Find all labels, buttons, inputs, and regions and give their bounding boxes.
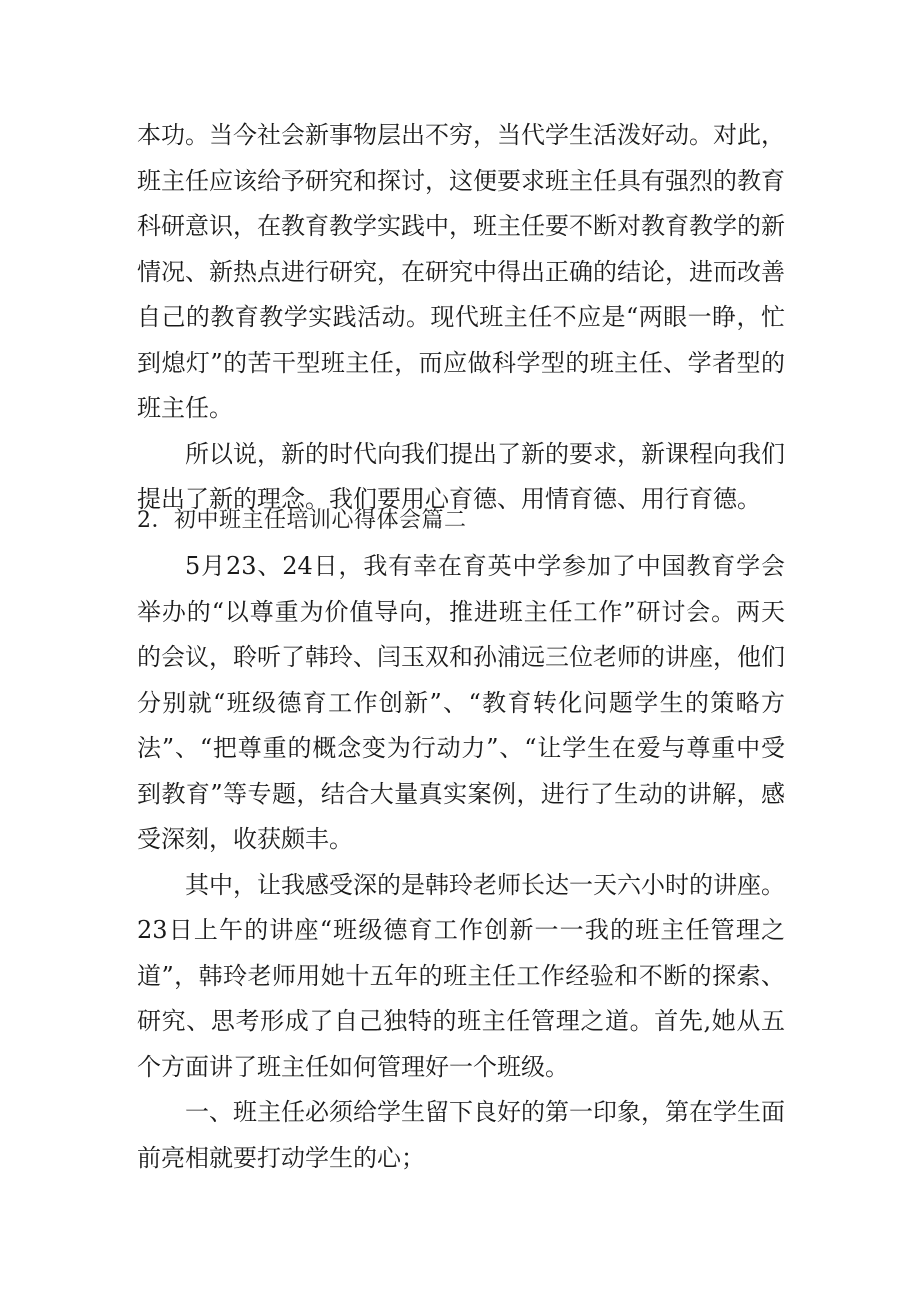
body-paragraph: 其中，让我感受深的是韩玲老师长达一天六小时的讲座。23日上午的讲座“班级德育工作创新一一我的班主任管理之道”，韩玲老师用她十五年的班主任工作经验和不断的探索、研究、思考形成了自己独特的班主任管理之道。首先,她从五个方面讲了班主任如何管理好一个班级。 xyxy=(137,870,785,1081)
section-heading: 2．初中班主任培训心得体会篇二 xyxy=(137,508,467,533)
body-paragraph: 所以说，新的时代向我们提出了新的要求，新课程向我们提出了新的理念。我们要用心育德、用情育德、用行育德。 xyxy=(137,439,785,513)
body-paragraph: 一、班主任必须给学生留下良好的第一印象，第在学生面前亮相就要打动学生的心； xyxy=(137,1098,785,1172)
body-paragraph: 本功。当今社会新事物层出不穷，当代学生活泼好动。对此，班主任应该给予研究和探讨，这便要求班主任具有强烈的教育科研意识，在教育教学实践中，班主任要不断对教育教学的新情况、新热点进行研究，在研究中得出正确的结论，进而改善自己的教育教学实践活动。现代班主任不应是“两眼一睁，忙到熄灯”的苦干型班主任，而应做科学型的班主任、学者型的班主任。 xyxy=(137,121,785,422)
section-article-two xyxy=(137,498,785,1181)
body-paragraph: 5月23、24日，我有幸在育英中学参加了中国教育学会举办的“以尊重为价值导向，推进班主任工作”研讨会。两天的会议，聆听了韩玲、闫玉双和孙浦远三位老师的讲座，他们分别就“班级德育工作创新”、“教育转化问题学生的策略方法”、“把尊重的概念变为行动力”、“让学生在爱与尊重中受到教育”等专题，结合大量真实案例，进行了生动的讲解，感受深刻，收获颇丰。 xyxy=(137,552,785,853)
section-continuation xyxy=(137,113,785,523)
